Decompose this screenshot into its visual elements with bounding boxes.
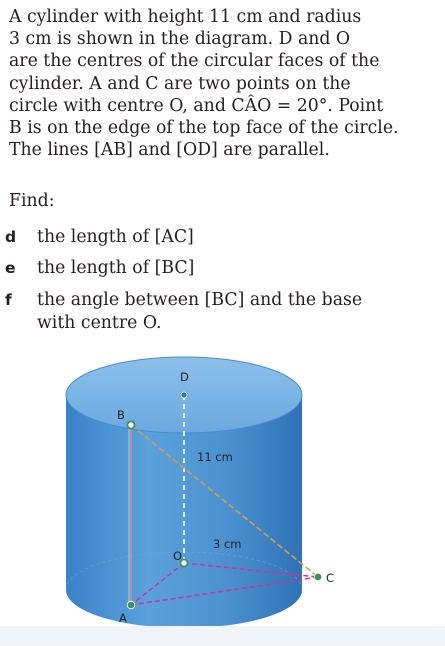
label-d: D xyxy=(180,370,189,384)
vertex-b xyxy=(127,421,134,428)
part-text: with centre O. xyxy=(37,313,162,333)
label-c: C xyxy=(326,571,335,585)
part-letter: d xyxy=(5,228,17,246)
part-text: the length of [AC] xyxy=(37,227,194,247)
problem-line: The lines [AB] and [OD] are parallel. xyxy=(9,140,330,161)
label-b: B xyxy=(117,408,125,422)
vertex-a xyxy=(127,601,135,609)
part-text: the angle between [BC] and the base xyxy=(37,290,363,310)
part-letter: f xyxy=(5,291,12,309)
problem-line: cylinder. A and C are two points on the xyxy=(9,73,351,94)
page-footer-strip xyxy=(0,626,445,646)
find-heading: Find: xyxy=(9,191,55,211)
problem-line: B is on the edge of the top face of the circle. xyxy=(9,118,399,139)
part-letter: e xyxy=(5,259,16,277)
vertex-d xyxy=(181,392,187,398)
part-text: the length of [BC] xyxy=(37,258,195,278)
label-o: O xyxy=(173,549,183,563)
problem-line: are the centres of the circular faces of the xyxy=(9,51,380,72)
label-height: 11 cm xyxy=(197,450,233,464)
vertex-c xyxy=(314,573,322,581)
problem-line: A cylinder with height 11 cm and radius xyxy=(9,7,362,27)
label-a: A xyxy=(119,611,127,625)
problem-line: 3 cm is shown in the diagram. D and O xyxy=(9,29,351,50)
problem-line: circle with centre O, and CÂO = 20°. Point xyxy=(9,95,384,116)
label-radius: 3 cm xyxy=(213,537,242,551)
